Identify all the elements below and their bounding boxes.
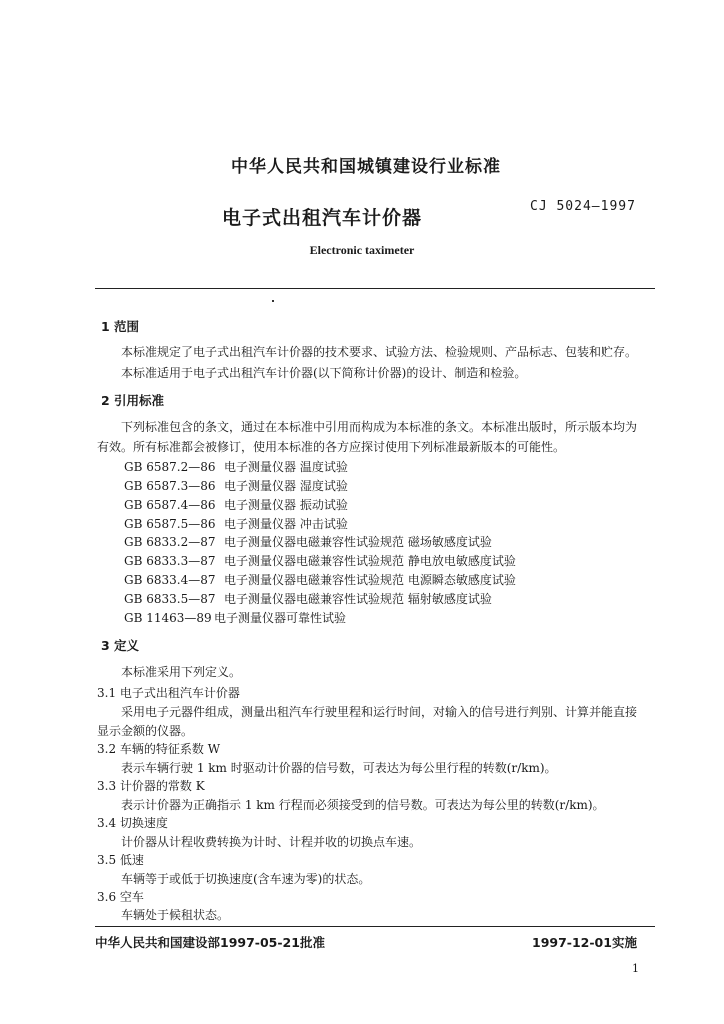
reference-item: GB 11463—89 电子测量仪器可靠性试验 (124, 611, 347, 625)
definition-3-4-title: 3.4 切换速度 (97, 816, 168, 830)
section-2-heading: 2 引用标准 (101, 393, 165, 408)
section-1-heading: 1 范围 (101, 319, 140, 334)
reference-item: GB 6587.2—86 电子测量仪器 温度试验 (124, 460, 348, 474)
section-2-intro-line-1: 下列标准包含的条文，通过在本标准中引用而构成为本标准的条文。本标准出版时，所示版本均为 (121, 420, 638, 434)
effective-date: 1997-12-01实施 (532, 935, 637, 950)
section-3-intro: 本标准采用下列定义。 (121, 665, 242, 679)
document-title: 电子式出租汽车计价器 (222, 207, 423, 229)
header-divider (95, 288, 655, 289)
definition-3-3-title: 3.3 计价器的常数 K (97, 779, 205, 793)
approval-note: 中华人民共和国建设部1997-05-21批准 (95, 935, 325, 950)
definition-3-2-text: 表示车辆行驶 1 km 时驱动计价器的信号数，可表达为每公里行程的转数(r/km)。 (121, 761, 557, 775)
reference-item: GB 6833.3—87 电子测量仪器电磁兼容性试验规范 静电放电敏感度试验 (124, 554, 516, 568)
definition-3-1-text-line-2: 显示金额的仪器。 (97, 724, 194, 738)
reference-item: GB 6833.5—87 电子测量仪器电磁兼容性试验规范 辐射敏感度试验 (124, 592, 492, 606)
definition-3-5-title: 3.5 低速 (97, 853, 144, 867)
reference-item: GB 6587.3—86 电子测量仪器 湿度试验 (124, 479, 348, 493)
definition-3-6-title: 3.6 空车 (97, 890, 144, 904)
reference-item: GB 6833.2—87 电子测量仪器电磁兼容性试验规范 磁场敏感度试验 (124, 535, 492, 549)
section-1-paragraph-1: 本标准规定了电子式出租汽车计价器的技术要求、试验方法、检验规则、产品标志、包装和贮存。 (121, 345, 638, 359)
reference-item: GB 6833.4—87 电子测量仪器电磁兼容性试验规范 电源瞬态敏感度试验 (124, 573, 516, 587)
section-3-heading: 3 定义 (101, 638, 140, 653)
reference-item: GB 6587.5—86 电子测量仪器 冲击试验 (124, 517, 348, 531)
definition-3-2-title: 3.2 车辆的特征系数 W (97, 742, 221, 756)
standard-code: CJ 5024—1997 (530, 199, 636, 214)
definition-3-6-text: 车辆处于候租状态。 (121, 908, 230, 922)
definition-3-5-text: 车辆等于或低于切换速度(含车速为零)的状态。 (121, 872, 371, 886)
definition-3-1-text-line-1: 采用电子元器件组成，测量出租汽车行驶里程和运行时间，对输入的信号进行判别、计算并能直接 (121, 705, 638, 719)
english-title: Electronic taximeter (309, 243, 415, 257)
reference-item: GB 6587.4—86 电子测量仪器 振动试验 (124, 498, 348, 512)
section-2-intro-line-2: 有效。所有标准都会被修订，使用本标准的各方应探讨使用下列标准最新版本的可能性。 (97, 440, 566, 454)
definition-3-3-text: 表示计价器为正确指示 1 km 行程而必须接受到的信号数。可表达为每公里的转数(r/km)。 (121, 798, 605, 812)
definition-3-1-title: 3.1 电子式出租汽车计价器 (97, 686, 240, 700)
footer-divider (95, 926, 655, 927)
page-number: 1 (632, 962, 639, 975)
scan-dot (272, 300, 274, 302)
definition-3-4-text: 计价器从计程收费转换为计时、计程并收的切换点车速。 (121, 835, 422, 849)
issuing-standard-category: 中华人民共和国城镇建设行业标准 (231, 157, 501, 177)
section-1-paragraph-2: 本标准适用于电子式出租汽车计价器(以下简称计价器)的设计、制造和检验。 (121, 366, 527, 380)
